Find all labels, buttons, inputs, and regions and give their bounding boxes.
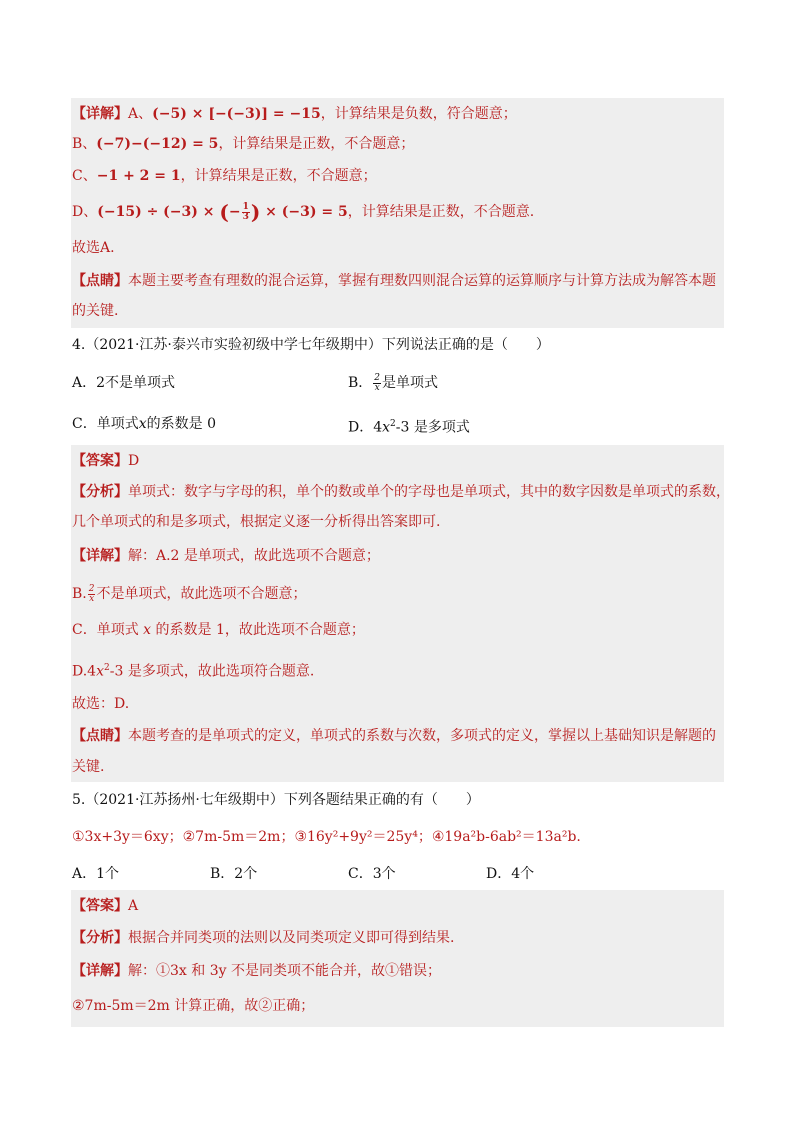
answer-tag: 【答案】 (72, 453, 128, 469)
q4-detail-line3: C．单项式 x 的系数是 1，故此选项不合题意； (72, 622, 365, 638)
q4-option-b: B． $\frac{2}{x}$ 是单项式 (348, 372, 439, 393)
analysis-tag: 【分析】 (72, 930, 128, 946)
math-expression: −1 + 2 = 1 (96, 168, 181, 184)
q3-comment-line1: 【点睛】本题主要考查有理数的混合运算，掌握有理数四则混合运算的运算顺序与计算方法成为解答本题 (72, 273, 716, 289)
q5-detail-line1: 【详解】解：①3x 和 3y 不是同类项不能合并，故①错误； (72, 963, 441, 979)
q5-items: ①3x+3y＝6xy；②7m-5m＝2m；③16y²+9y²＝25y⁴；④19a²b-6ab²＝13a²b. (72, 829, 581, 845)
detail-tag: 【详解】 (72, 106, 128, 122)
q3-detail-d: D、(−15) ÷ (−3) × (− $\frac{1}{3}$ ) × (−3) = 5，计算结果是正数，不合题意. (72, 200, 535, 224)
q5-analysis: 【分析】根据合并同类项的法则以及同类项定义即可得到结果. (72, 930, 455, 946)
q4-option-a: A．2不是单项式 (72, 375, 176, 391)
comment-tag: 【点睛】 (72, 728, 128, 744)
q5-option-d: D．4个 (486, 866, 535, 882)
detail-tag: 【详解】 (72, 548, 128, 564)
q5-answer: 【答案】A (72, 898, 139, 914)
detail-tag: 【详解】 (72, 963, 128, 979)
q3-detail-a: 【详解】A、(−5) × [−(−3)] = −15，计算结果是负数，符合题意； (72, 106, 517, 122)
q4-detail-line1: 【详解】解：A.2 是单项式，故此选项不合题意； (72, 548, 380, 564)
fraction: $\frac{2}{x}$ (374, 372, 381, 393)
q4-stem: 4.（2021·江苏·泰兴市实验初级中学七年级期中）下列说法正确的是（ ） (72, 337, 550, 353)
q4-option-c: C．单项式x的系数是 0 (72, 416, 216, 432)
q4-comment-line2: 关键. (72, 759, 105, 775)
q3-comment-line2: 的关键. (72, 303, 119, 319)
q4-choice: 故选：D. (72, 696, 130, 712)
q5-detail-line2: ②7m-5m＝2m 计算正确，故②正确； (72, 998, 315, 1014)
answer-tag: 【答案】 (72, 898, 128, 914)
q3-choice: 故选A. (72, 240, 115, 256)
math-expression: (−7)−(−12) = 5 (96, 136, 219, 152)
math-expression: (−15) ÷ (−3) × (− $\frac{1}{3}$ ) × (−3) = 5 (97, 200, 348, 224)
q3-detail-b: B、(−7)−(−12) = 5，计算结果是正数，不合题意； (72, 136, 415, 152)
q4-detail-line2: B. $\frac{2}{x}$ 不是单项式，故此选项不合题意； (72, 583, 307, 604)
math-expression: (−5) × [−(−3)] = −15 (152, 106, 321, 122)
q5-option-c: C．3个 (348, 866, 396, 882)
q5-option-a: A．1个 (72, 866, 120, 882)
q4-analysis-line2: 几个单项式的和是多项式，根据定义逐一分析得出答案即可. (72, 514, 441, 530)
analysis-tag: 【分析】 (72, 484, 128, 500)
q4-analysis-line1: 【分析】单项式：数字与字母的积，单个的数或单个的字母也是单项式，其中的数字因数是单项式的系数， (72, 484, 730, 500)
q5-stem: 5.（2021·江苏扬州·七年级期中）下列各题结果正确的有（ ） (72, 792, 480, 808)
q4-answer: 【答案】D (72, 453, 140, 469)
q3-detail-c: C、−1 + 2 = 1，计算结果是正数，不合题意； (72, 168, 377, 184)
q4-option-d: D．$4x^2-3$ 是多项式 (348, 419, 470, 436)
fraction: $\frac{2}{x}$ (88, 583, 95, 604)
q5-option-b: B．2个 (210, 866, 258, 882)
q4-comment-line1: 【点睛】本题考查的是单项式的定义，单项式的系数与次数，多项式的定义，掌握以上基础知识是解题的 (72, 728, 716, 744)
q4-detail-line4: $D.4x^2-3$ 是多项式，故此选项符合题意. (72, 663, 315, 680)
fraction: $\frac{1}{3}$ (242, 201, 249, 222)
comment-tag: 【点睛】 (72, 273, 128, 289)
